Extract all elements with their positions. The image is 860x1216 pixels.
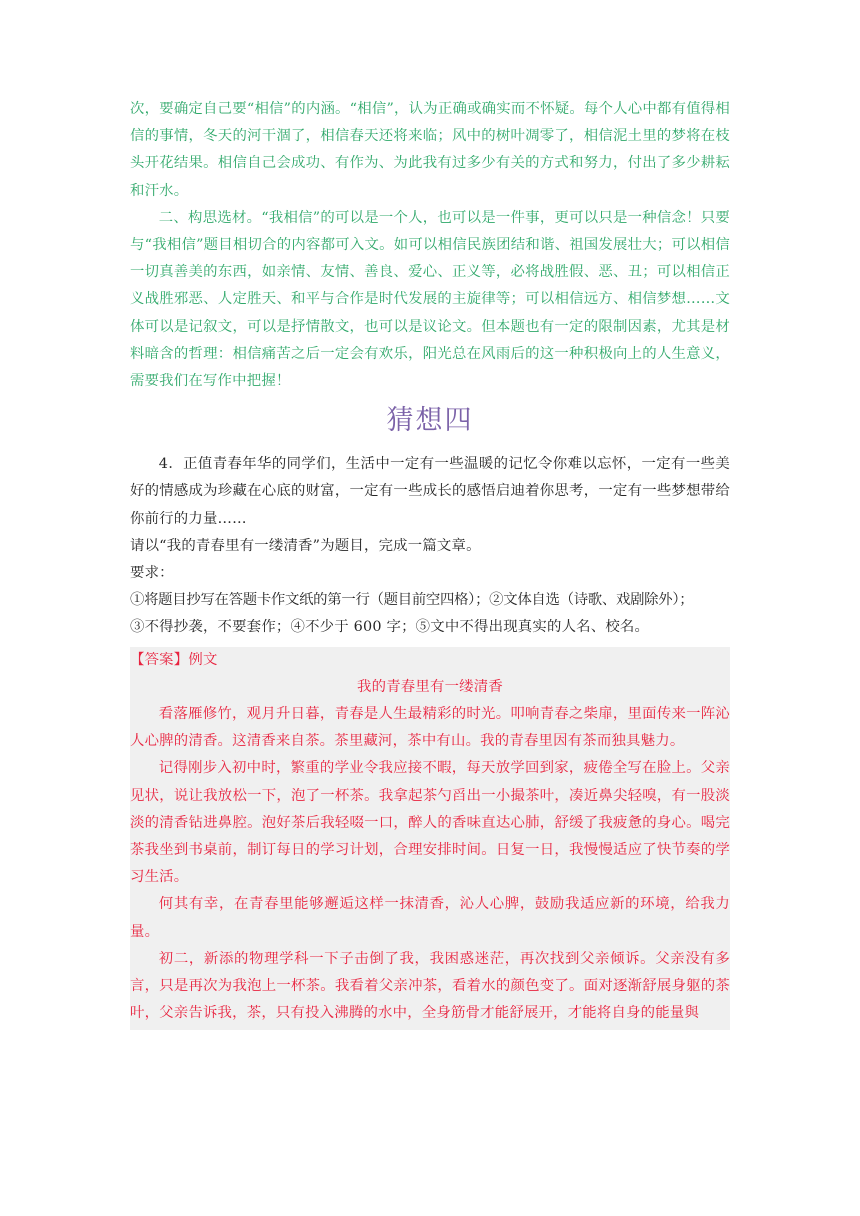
essay-paragraph-1: 看落雁修竹，观月升日暮，青春是人生最精彩的时光。叩响青春之柴扉，里面传来一阵沁人心脾的清香。这清香来自茶。茶里藏河，茶中有山。我的青春里因有茶而独具魅力。 xyxy=(130,706,730,750)
question-prompt: 4．正值青春年华的同学们，生活中一定有一些温暖的记忆令你难以忘怀，一定有一些美好的情感成为珍藏在心底的财富，一定有一些成长的感悟启迪着你思考，一定有一些梦想带给你前行的力量…… xyxy=(130,456,730,527)
essay-title: 我的青春里有一缕清香 xyxy=(357,678,503,695)
answer-label: 【答案】例文 xyxy=(130,651,218,668)
essay-paragraph-2: 记得刚步入初中时，繁重的学业令我应接不暇，每天放学回到家，疲倦全写在脸上。父亲见状，说让我放松一下，泡了一杯茶。我拿起茶勺舀出一小撮茶叶，凑近鼻尖轻嗅，有一股淡淡的清香钻进鼻腔。泡好茶后我轻啜一口，醉人的香味直达心肺，舒缓了我疲惫的身心。喝完茶我坐到书桌前，制订每日的学习计划，合理安排时间。日复一日，我慢慢适应了快节奏的学习生活。 xyxy=(130,760,730,886)
essay-paragraph-3: 何其有幸，在青春里能够邂逅这样一抹清香，沁人心脾，鼓励我适应新的环境，给我力量。 xyxy=(130,896,730,940)
essay-paragraph-4: 初二，新添的物理学科一下子击倒了我，我困惑迷茫，再次找到父亲倾诉。父亲没有多言，只是再次为我泡上一杯茶。我看着父亲冲茶，看着水的颜色变了。面对逐渐舒展身躯的茶叶，父亲告诉我，茶，只有投入沸腾的水中，全身筋骨才能舒展开，才能将自身的能量與 xyxy=(130,950,730,1022)
analysis-paragraph-2: 二、构思选材。“我相信”的可以是一个人，也可以是一件事，更可以只是一种信念！只要与“我相信”题目相切合的内容都可入文。如可以相信民族团结和谐、祖国发展壮大；可以相信一切真善美的东西，如亲情、友情、善良、爱心、正义等，必将战胜假、恶、丑；可以相信正义战胜邪恶、人定胜天、和平与合作是时代发展的主旋律等；可以相信远方、相信梦想……文体可以是记叙文，可以是抒情散文，也可以是议论文。但本题也有一定的限制因素，尤其是材料暗含的哲理：相信痛苦之后一定会有欢乐，阳光总在风雨后的这一种积极向上的人生意义，需要我们在写作中把握！ xyxy=(130,209,730,390)
requirements-line-1: ①将题目抄写在答题卡作文纸的第一行（题目前空四格）；②文体自选（诗歌、戏剧除外）； xyxy=(130,592,694,609)
section-title: 猜想四 xyxy=(386,405,474,437)
question-instruction: 请以“我的青春里有一缕清香”为题目，完成一篇文章。 xyxy=(130,537,481,554)
analysis-paragraph-1: 次，要确定自己要“相信”的内涵。“相信”，认为正确或确实而不怀疑。每个人心中都有值得相信的事情，冬天的河干涸了，相信春天还将来临；风中的树叶凋零了，相信泥土里的梦将在枝头开花结果。相信自己会成功、有作为、为此我有过多少有关的方式和努力，付出了多少耕耘和汗水。 xyxy=(130,101,730,199)
requirements-line-2: ③不得抄袭，不要套作；④不少于 600 字；⑤文中不得出现真实的人名、校名。 xyxy=(130,619,650,636)
requirements-label: 要求： xyxy=(130,565,174,582)
document-page xyxy=(130,96,730,1030)
answer-box xyxy=(130,647,730,1030)
